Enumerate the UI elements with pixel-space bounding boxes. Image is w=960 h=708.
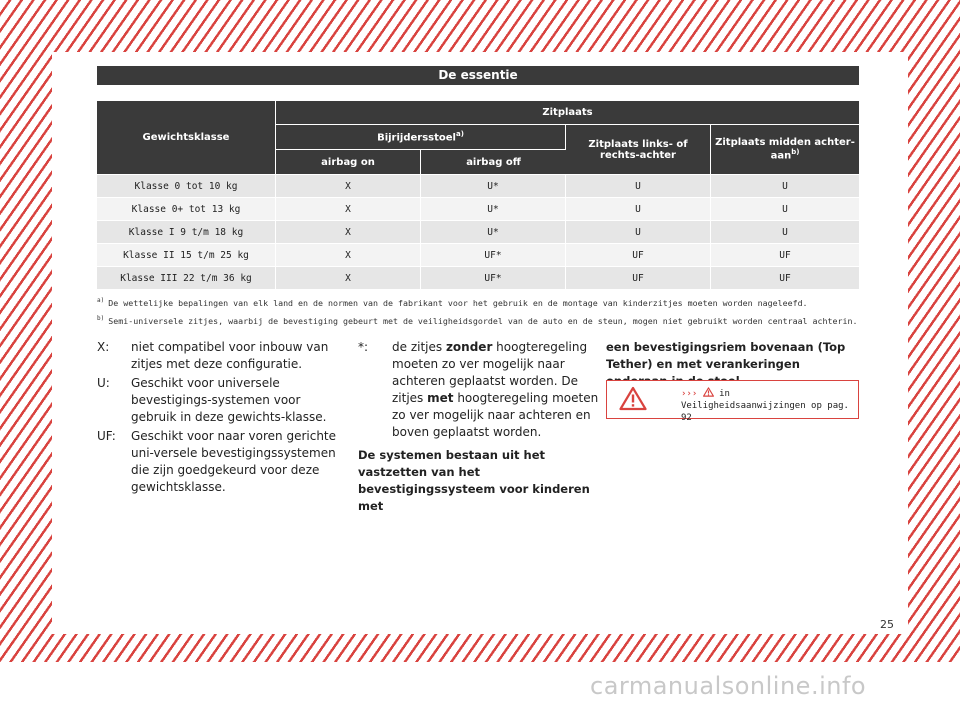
cell-rear-side: UF xyxy=(566,244,711,267)
header-seat-position: Zitplaats xyxy=(276,101,859,125)
child-seat-table xyxy=(97,101,859,290)
table-row xyxy=(97,198,859,221)
systems-note: De systemen bestaan uit het vastzetten van het bevestigingssysteem voor kinderen met xyxy=(358,448,590,513)
notes-column xyxy=(358,339,600,515)
page-number: 25 xyxy=(880,618,894,631)
warning-triangle-icon xyxy=(619,386,647,411)
footnote-a: $^{a)}$ De wettelijke bepalingen van elk land en de normen van de fabrikant voor het gebruik en de montage van kinderzitjes moeten worden nageleefd. xyxy=(97,297,808,308)
cell-airbag-off: UF* xyxy=(421,244,566,267)
cell-airbag-off: U* xyxy=(421,175,566,198)
cell-airbag-on: X xyxy=(276,175,421,198)
header-rear-left-right: Zitplaats links- of rechts-achter xyxy=(566,125,711,175)
legend-column xyxy=(97,339,342,498)
cell-rear-side: UF xyxy=(566,267,711,290)
cell-rear-center: U xyxy=(711,175,859,198)
systems-note-continued: een bevestigingsriem bovenaan (Top Tether) en met verankeringen xyxy=(606,340,846,371)
star-note: *: de zitjes zonder hoogteregeling moeten zo ver mogelijk naar achteren geplaatst worden. De zitjes met hoogteregeling moeten zo ver mogelijk naar achteren en boven geplaatst worden. xyxy=(358,340,599,439)
footnotes xyxy=(97,297,867,333)
table-row xyxy=(97,244,859,267)
cell-weight: Klasse II 15 t/m 25 kg xyxy=(97,244,276,267)
header-passenger-seat: Bijrijdersstoel$^{a)}$ xyxy=(276,125,566,150)
cell-airbag-off: U* xyxy=(421,221,566,244)
cell-weight: Klasse 0+ tot 13 kg xyxy=(97,198,276,221)
warning-triangle-icon xyxy=(703,387,714,397)
footnote-b: $^{b)}$ Semi-universele zitjes, waarbij de bevestiging gebeurt met de veiligheidsgordel van de auto en de steun, mogen niet gebruikt worden centraal achterin. xyxy=(97,314,858,326)
cell-airbag-on: X xyxy=(276,267,421,290)
cell-rear-center: UF xyxy=(711,267,859,290)
cell-rear-center: UF xyxy=(711,244,859,267)
header-airbag-off: airbag off xyxy=(421,150,566,175)
cell-rear-center: U xyxy=(711,198,859,221)
cell-airbag-off: UF* xyxy=(421,267,566,290)
legend-item: UF: Geschikt voor naar voren gerichte uni-versele bevestigingssystemen die zijn goedgekeurd voor deze gewichtsklasse. xyxy=(97,429,337,494)
cell-airbag-on: X xyxy=(276,244,421,267)
warning-link[interactable]: ››› in Veiligheidsaanwijzingen op pag. 92 xyxy=(681,389,849,423)
warning-box xyxy=(606,380,859,423)
cell-airbag-on: X xyxy=(276,198,421,221)
cell-rear-side: U xyxy=(566,198,711,221)
table-row xyxy=(97,175,859,198)
cell-rear-side: U xyxy=(566,221,711,244)
legend-item: X: niet compatibel voor inbouw van zitjes met deze configuratie. xyxy=(97,340,329,371)
legend-item: U: Geschikt voor universele bevestigings-systemen voor gebruik in deze gewichts-klasse. xyxy=(97,376,327,424)
table-row xyxy=(97,267,859,290)
cell-weight: Klasse III 22 t/m 36 kg xyxy=(97,267,276,290)
table-row xyxy=(97,221,859,244)
header-rear-center: Zitplaats midden achter-aan$^{b)}$ xyxy=(711,125,859,175)
cell-rear-center: U xyxy=(711,221,859,244)
cell-weight: Klasse I 9 t/m 18 kg xyxy=(97,221,276,244)
cell-airbag-off: U* xyxy=(421,198,566,221)
header-weight-class: Gewichtsklasse xyxy=(97,101,276,175)
cell-rear-side: U xyxy=(566,175,711,198)
cell-airbag-on: X xyxy=(276,221,421,244)
watermark: carmanualsonline.info xyxy=(590,672,867,700)
cell-weight: Klasse 0 tot 10 kg xyxy=(97,175,276,198)
header-airbag-on: airbag on xyxy=(276,150,421,175)
section-header: De essentie xyxy=(97,66,859,85)
